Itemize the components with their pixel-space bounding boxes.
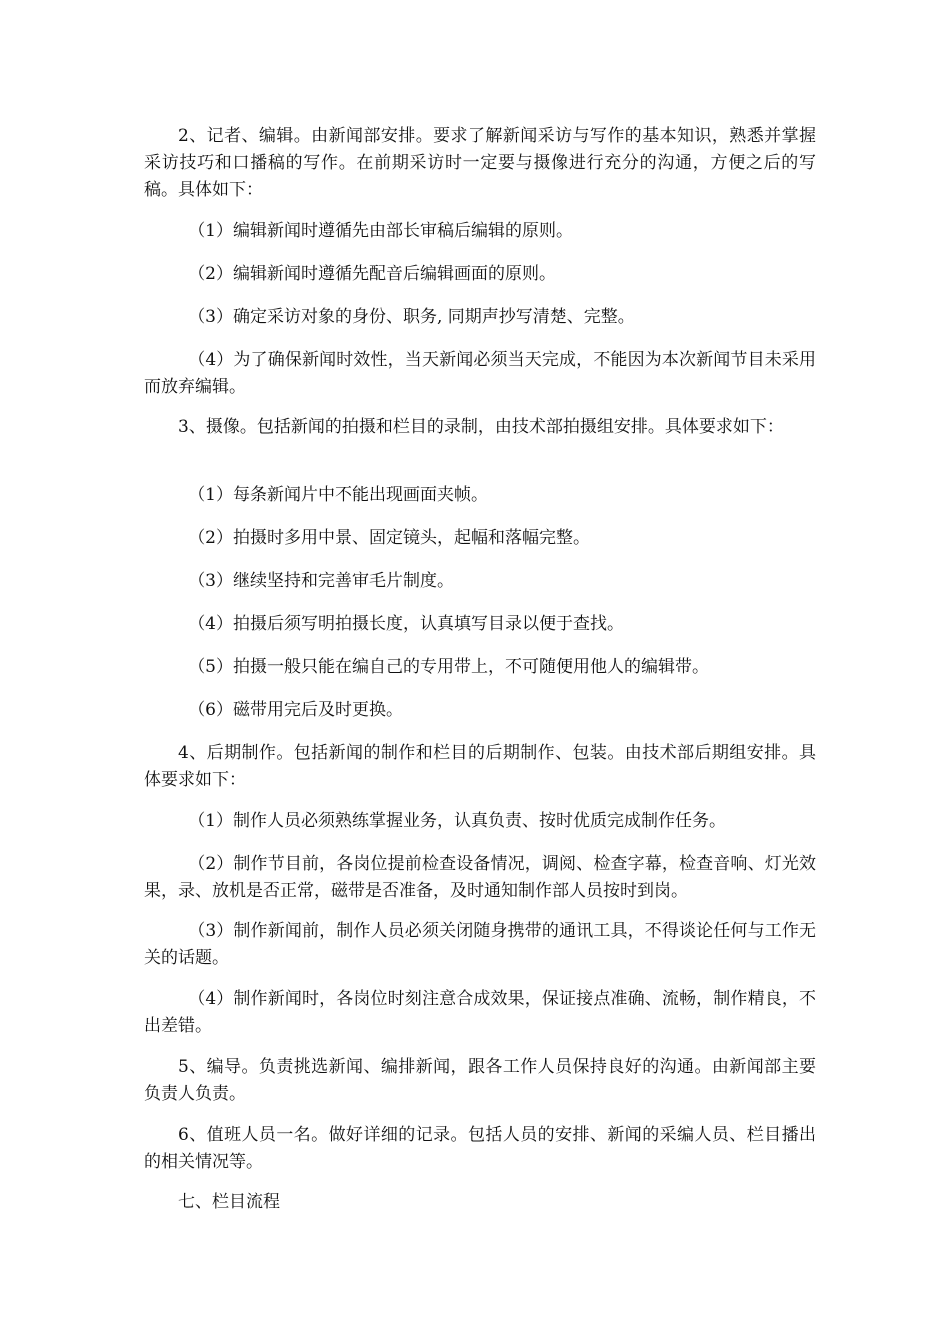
paragraph-camera-rule-6: （6）磁带用完后及时更换。 [188, 700, 404, 720]
paragraph-duty-staff: 6、值班人员一名。做好详细的记录。包括人员的安排、新闻的采编人员、栏目播出的相关情况等。 [144, 1125, 816, 1172]
paragraph-camera-rule-3: （3）继续坚持和完善审毛片制度。 [188, 571, 455, 591]
paragraph-camera-rule-1: （1）每条新闻片中不能出现画面夹帧。 [188, 485, 489, 505]
paragraph-post-rule-2: （2）制作节目前，各岗位提前检查设备情况，调阅、检查字幕，检查音响、灯光效果，录、放机是否正常，磁带是否准备，及时通知制作部人员按时到岗。 [144, 854, 816, 901]
paragraph-camera-rule-5: （5）拍摄一般只能在编自己的专用带上，不可随便用他人的编辑带。 [188, 657, 710, 677]
paragraph-editor-rule-2: （2）编辑新闻时遵循先配音后编辑画面的原则。 [188, 264, 557, 284]
paragraph-director: 5、编导。负责挑选新闻、编排新闻，跟各工作人员保持良好的沟通。由新闻部主要负责人负责。 [144, 1057, 816, 1104]
section-heading-program-flow: 七、栏目流程 [178, 1192, 280, 1212]
paragraph-reporter-editor: 2、记者、编辑。由新闻部安排。要求了解新闻采访与写作的基本知识，熟悉并掌握采访技巧和口播稿的写作。在前期采访时一定要与摄像进行充分的沟通，方便之后的写稿。具体如下： [144, 126, 816, 200]
paragraph-post-rule-1: （1）制作人员必须熟练掌握业务，认真负责、按时优质完成制作任务。 [188, 811, 727, 831]
paragraph-editor-rule-1: （1）编辑新闻时遵循先由部长审稿后编辑的原则。 [188, 221, 574, 241]
paragraph-camera-rule-2: （2）拍摄时多用中景、固定镜头，起幅和落幅完整。 [188, 528, 591, 548]
paragraph-post-rule-3: （3）制作新闻前，制作人员必须关闭随身携带的通讯工具，不得谈论任何与工作无关的话题。 [144, 921, 816, 968]
paragraph-editor-rule-4: （4）为了确保新闻时效性，当天新闻必须当天完成，不能因为本次新闻节目未采用而放弃编辑。 [144, 350, 816, 397]
paragraph-post-rule-4: （4）制作新闻时，各岗位时刻注意合成效果，保证接点准确、流畅，制作精良，不出差错。 [144, 989, 816, 1036]
paragraph-post-production: 4、后期制作。包括新闻的制作和栏目的后期制作、包装。由技术部后期组安排。具体要求如下： [144, 743, 816, 790]
paragraph-editor-rule-3: （3）确定采访对象的身份、职务, 同期声抄写清楚、完整。 [188, 307, 635, 327]
paragraph-camera-rule-4: （4）拍摄后须写明拍摄长度，认真填写目录以便于查找。 [188, 614, 625, 634]
paragraph-camera: 3、摄像。包括新闻的拍摄和栏目的录制，由技术部拍摄组安排。具体要求如下： [178, 417, 784, 437]
